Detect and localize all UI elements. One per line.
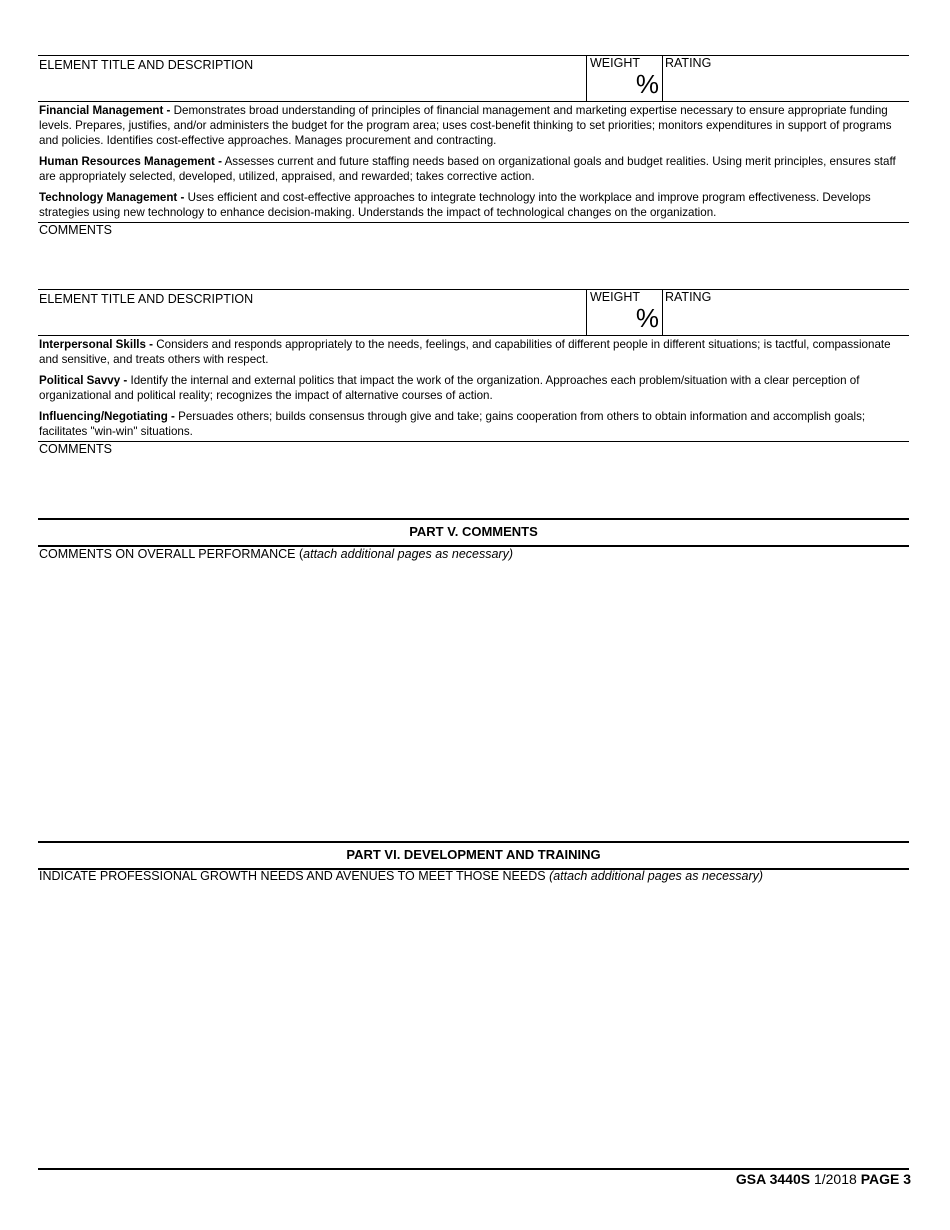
- competency-name: Technology Management -: [39, 191, 185, 204]
- overall-comments-text: COMMENTS ON OVERALL PERFORMANCE (: [39, 547, 304, 561]
- element-title-header: ELEMENT TITLE AND DESCRIPTION: [39, 58, 254, 72]
- part-vi-header: PART VI. DEVELOPMENT AND TRAINING: [38, 841, 909, 870]
- percent-sign: %: [635, 303, 659, 333]
- competency-text: Uses efficient and cost-effective approaches to integrate technology into the workplace and improve program effectiveness. Develops strategies using new technology to enhance decision-making. Understands the impact of technological changes on the organization.: [39, 191, 871, 219]
- comments-field[interactable]: [38, 441, 909, 508]
- rating-field[interactable]: [662, 56, 909, 101]
- footer-divider: [38, 1168, 909, 1170]
- competency-item: [39, 409, 908, 439]
- element-header-row: [38, 289, 909, 336]
- weight-label: WEIGHT: [590, 290, 640, 304]
- overall-comments-note: attach additional pages as necessary): [303, 547, 514, 561]
- competency-item: [39, 190, 908, 220]
- weight-field[interactable]: [586, 56, 661, 101]
- competency-name: Human Resources Management -: [39, 155, 222, 168]
- overall-comments-label: [39, 547, 513, 561]
- competency-text: Considers and responds appropriately to the needs, feelings, and capabilities of different people in different situations; is tactful, compassionate and sensitive, and treats others with respect.: [39, 338, 891, 366]
- competency-text: Persuades others; builds consensus through give and take; gains cooperation from others to obtain information and accomplish goals; facilitates "win-win" situations.: [39, 410, 866, 438]
- rating-field[interactable]: [662, 290, 909, 335]
- percent-sign: %: [635, 69, 659, 99]
- competency-text: Assesses current and future staffing needs based on organizational goals and budget realities. Using merit principles, ensures staff are appropriately selected, developed, utilized, appraised, and rewarded; takes corrective action.: [39, 155, 896, 183]
- competency-item: [39, 337, 908, 367]
- form-footer: [736, 1171, 911, 1187]
- competency-name: Political Savvy -: [39, 374, 128, 387]
- rating-label: RATING: [665, 290, 712, 304]
- element-descriptions: [38, 336, 909, 439]
- part-v-header: PART V. COMMENTS: [38, 518, 909, 547]
- competency-item: [39, 103, 908, 148]
- competency-text: Demonstrates broad understanding of principles of financial management and marketing expertise necessary to ensure appropriate funding levels. Prepares, justifies, and/or administers the budget for the program area; uses cost-benefit thinking to set priorities; monitors expenditures in support of programs and policies. Identifies cost-effective approaches. Manages procurement and contracting.: [39, 104, 892, 147]
- overall-comments-area[interactable]: [38, 566, 909, 836]
- rating-label: RATING: [665, 56, 712, 70]
- growth-needs-label: [39, 869, 763, 883]
- competency-name: Influencing/Negotiating -: [39, 410, 175, 423]
- element-header-row: [38, 55, 909, 102]
- form-number: GSA 3440S: [735, 1171, 811, 1187]
- competency-item: [39, 373, 908, 403]
- element-section-2: [38, 289, 909, 508]
- growth-needs-area[interactable]: [38, 888, 909, 1163]
- comments-field[interactable]: [38, 222, 909, 289]
- competency-text: Identify the internal and external politics that impact the work of the organization. Approaches each problem/situation with a clear perception of organizational and political reality; recognizes the impact of alternative courses of action.: [39, 374, 860, 402]
- element-title-header: ELEMENT TITLE AND DESCRIPTION: [39, 292, 254, 306]
- competency-item: [39, 154, 908, 184]
- competency-name: Interpersonal Skills -: [39, 338, 154, 351]
- page-number: PAGE 3: [860, 1171, 911, 1187]
- growth-needs-text: INDICATE PROFESSIONAL GROWTH NEEDS AND AVENUES TO MEET THOSE NEEDS: [39, 869, 550, 883]
- weight-label: WEIGHT: [590, 56, 640, 70]
- comments-label: COMMENTS: [39, 442, 112, 456]
- element-section-1: [38, 55, 909, 289]
- competency-name: Financial Management -: [39, 104, 171, 117]
- element-descriptions: [38, 102, 909, 220]
- weight-field[interactable]: [586, 290, 661, 335]
- comments-label: COMMENTS: [39, 223, 112, 237]
- growth-needs-note: (attach additional pages as necessary): [549, 869, 764, 883]
- form-date: 1/2018: [810, 1171, 861, 1187]
